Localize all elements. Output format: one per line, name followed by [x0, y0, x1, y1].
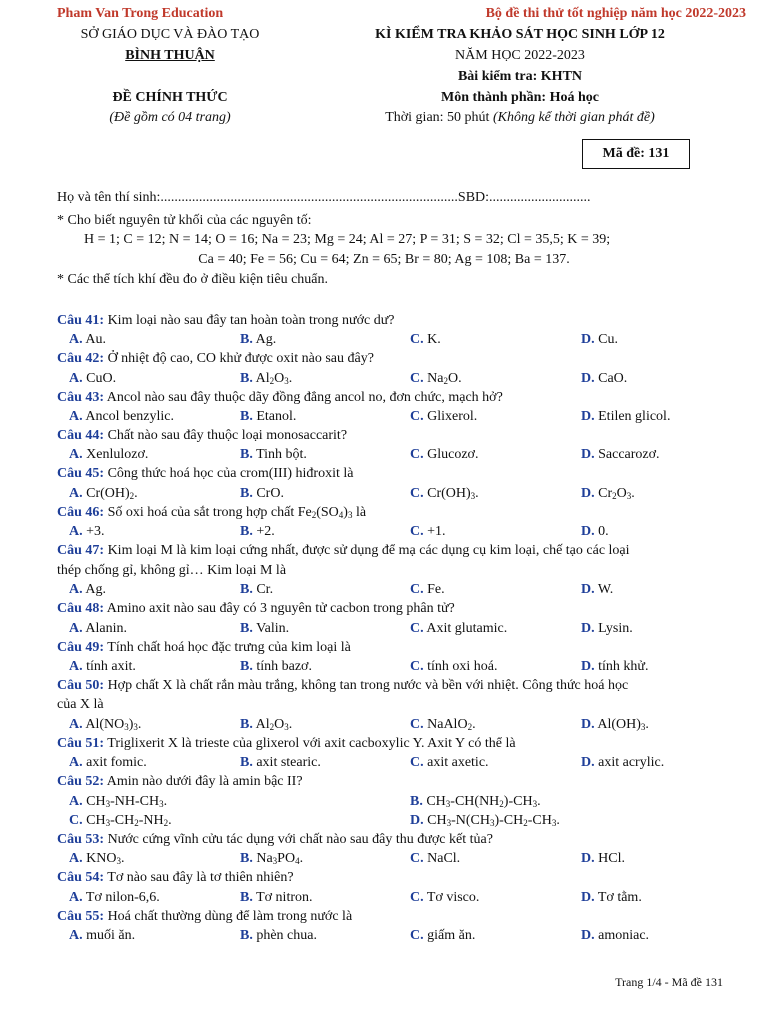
q46-option-d: D. 0.	[581, 524, 609, 539]
q53-option-c: C. NaCl.	[410, 851, 461, 866]
question-50: Câu 50: Hợp chất X là chất rắn màu trắng, không tan trong nước và bền với nhiệt. Công thức hoá học	[57, 678, 629, 693]
q51-option-d: D. axit acrylic.	[581, 755, 665, 770]
q54-option-a: A. Tơ nilon-6,6.	[69, 890, 160, 905]
q43-option-b: B. Etanol.	[240, 409, 297, 424]
atomic-mass-line-2: Ca = 40; Fe = 56; Cu = 64; Zn = 65; Br = 80; Ag = 108; Ba = 137.	[198, 252, 570, 267]
q41-option-a: A. Au.	[69, 332, 106, 347]
q48-option-b: B. Valin.	[240, 621, 290, 636]
question-42: Câu 42: Ở nhiệt độ cao, CO khử được oxit nào sau đây?	[57, 351, 374, 366]
q54-option-c: C. Tơ visco.	[410, 890, 480, 905]
q52-option-a: A. $CH_3-NH-CH_3$.	[69, 794, 168, 809]
question-52: Câu 52: Amin nào dưới đây là amin bậc II?	[57, 774, 303, 789]
q53-option-d: D. HCl.	[581, 851, 625, 866]
q53-option-b: B. $Na_3PO_4$.	[240, 851, 304, 866]
q45-option-a: A. $Cr(OH)_2$.	[69, 486, 138, 501]
time-info: Thời gian: 50 phút (Không kể thời gian phát đề)	[385, 110, 655, 125]
q47-option-b: B. Cr.	[240, 582, 274, 597]
q50-option-c: C. NaAlO$_2$.	[410, 717, 476, 732]
official-label: ĐỀ CHÍNH THỨC	[112, 90, 228, 105]
brand-left: Pham Van Trong Education	[57, 6, 224, 21]
question-48: Câu 48: Amino axit nào sau đây có 3 nguyên tử cacbon trong phân tử?	[57, 601, 455, 616]
province-name: BÌNH THUẬN	[125, 48, 215, 63]
q53-option-a: A. $KNO_3$.	[69, 851, 125, 866]
q42-option-d: D. CaO.	[581, 371, 628, 386]
question-55: Câu 55: Hoá chất thường dùng để làm trong nước là	[57, 909, 353, 924]
q55-option-c: C. giấm ăn.	[410, 928, 476, 943]
q51-option-b: B. axit stearic.	[240, 755, 321, 770]
subject-name: Môn thành phần: Hoá học	[441, 90, 599, 105]
q51-option-a: A. axit fomic.	[69, 755, 147, 770]
q42-option-b: B. $Al_2O_3$.	[240, 371, 293, 386]
question-44: Câu 44: Chất nào sau đây thuộc loại monosaccarit?	[57, 428, 348, 443]
q49-option-c: C. tính oxi hoá.	[410, 659, 498, 674]
page-footer: Trang 1/4 - Mã đề 131	[615, 975, 723, 989]
student-info-line: Họ và tên thí sinh:.....................................................................................SBD:.............................	[57, 190, 591, 205]
question-47-cont: thép chống gỉ, không gỉ… Kim loại M là	[57, 563, 287, 578]
brand-right: Bộ đề thi thử tốt nghiệp năm học 2022-2023	[485, 6, 746, 21]
q52-option-b: B. $CH_3-CH(NH_2)-CH_3$.	[410, 794, 541, 809]
q44-option-b: B. Tinh bột.	[240, 447, 307, 462]
q47-option-a: A. Ag.	[69, 582, 106, 597]
pages-note: (Đề gồm có 04 trang)	[109, 110, 231, 125]
question-45: Câu 45: Công thức hoá học của crom(III) hiđroxit là	[57, 466, 354, 481]
exam-code-box: Mã đề: 131	[582, 139, 690, 169]
q41-option-b: B. Ag.	[240, 332, 277, 347]
q48-option-d: D. Lysin.	[581, 621, 633, 636]
q50-option-a: A. $Al(NO_3)_3$.	[69, 717, 142, 732]
q55-option-d: D. amoniac.	[581, 928, 650, 943]
question-50-cont: của X là	[57, 697, 104, 712]
q48-option-a: A. Alanin.	[69, 621, 127, 636]
atomic-mass-intro: * Cho biết nguyên tử khối của các nguyên tố:	[57, 213, 312, 228]
q43-option-c: C. Glixerol.	[410, 409, 478, 424]
q46-option-c: C. +1.	[410, 524, 446, 539]
q50-option-b: B. $Al_2O_3$.	[240, 717, 293, 732]
dept-name: SỞ GIÁO DỤC VÀ ĐÀO TẠO	[80, 27, 260, 42]
q54-option-d: D. Tơ tằm.	[581, 890, 642, 905]
q47-option-d: D. W.	[581, 582, 614, 597]
q49-option-b: B. tính bazơ.	[240, 659, 312, 674]
q54-option-b: B. Tơ nitron.	[240, 890, 313, 905]
question-54: Câu 54: Tơ nào sau đây là tơ thiên nhiên?	[57, 870, 294, 885]
q48-option-c: C. Axit glutamic.	[410, 621, 508, 636]
q47-option-c: C. Fe.	[410, 582, 445, 597]
q52-option-c: C. $CH_3-CH_2-NH_2$.	[69, 813, 172, 828]
test-name: Bài kiểm tra: KHTN	[457, 69, 583, 84]
question-47: Câu 47: Kim loại M là kim loại cứng nhất, được sử dụng để mạ các dụng cụ kim loại, chế tạo các loại	[57, 543, 630, 558]
q49-option-d: D. tính khử.	[581, 659, 649, 674]
question-43: Câu 43: Ancol nào sau đây thuộc dãy đồng đẳng ancol no, đơn chức, mạch hở?	[57, 390, 503, 405]
school-year: NĂM HỌC 2022-2023	[455, 48, 585, 63]
atomic-mass-line-1: H = 1; C = 12; N = 14; O = 16; Na = 23; Mg = 24; Al = 27; P = 31; S = 32; Cl = 35,5; K = 39;	[84, 232, 611, 247]
q45-option-d: D. $Cr_2O_3$.	[581, 486, 635, 501]
question-49: Câu 49: Tính chất hoá học đặc trưng của kim loại là	[57, 640, 351, 655]
q41-option-c: C. K.	[410, 332, 441, 347]
question-51: Câu 51: Triglixerit X là trieste của glixerol với axit cacboxylic Y. Axit Y có thể là	[57, 736, 516, 751]
exam-title: KÌ KIỂM TRA KHẢO SÁT HỌC SINH LỚP 12	[375, 27, 665, 42]
question-53: Câu 53: Nước cứng vĩnh cửu tác dụng với chất nào sau đây thu được kết tủa?	[57, 832, 493, 847]
question-46: Câu 46: Số oxi hoá của sắt trong hợp chất $Fe_2(SO_4)_3$ là	[57, 505, 367, 520]
q55-option-b: B. phèn chua.	[240, 928, 317, 943]
q45-option-c: C. $Cr(OH)_3$.	[410, 486, 479, 501]
q55-option-a: A. muối ăn.	[69, 928, 136, 943]
q45-option-b: B. CrO.	[240, 486, 284, 501]
q44-option-d: D. Saccarozơ.	[581, 447, 660, 462]
q46-option-a: A. +3.	[69, 524, 105, 539]
q42-option-a: A. CuO.	[69, 371, 117, 386]
q43-option-d: D. Etilen glicol.	[581, 409, 671, 424]
question-41: Câu 41: Kim loại nào sau đây tan hoàn toàn trong nước dư?	[57, 313, 395, 328]
q41-option-d: D. Cu.	[581, 332, 618, 347]
q44-option-a: A. Xenlulozơ.	[69, 447, 149, 462]
q52-option-d: D. $CH_3-N(CH_3)-CH_2-CH_3$.	[410, 813, 560, 828]
q42-option-c: C. $Na_2O$.	[410, 371, 462, 386]
q43-option-a: A. Ancol benzylic.	[69, 409, 174, 424]
gas-volume-note: * Các thể tích khí đều đo ở điều kiện tiêu chuẩn.	[57, 272, 328, 287]
q51-option-c: C. axit axetic.	[410, 755, 489, 770]
q44-option-c: C. Glucozơ.	[410, 447, 479, 462]
q46-option-b: B. +2.	[240, 524, 275, 539]
q50-option-d: D. $Al(OH)_3$.	[581, 717, 649, 732]
q49-option-a: A. tính axit.	[69, 659, 136, 674]
